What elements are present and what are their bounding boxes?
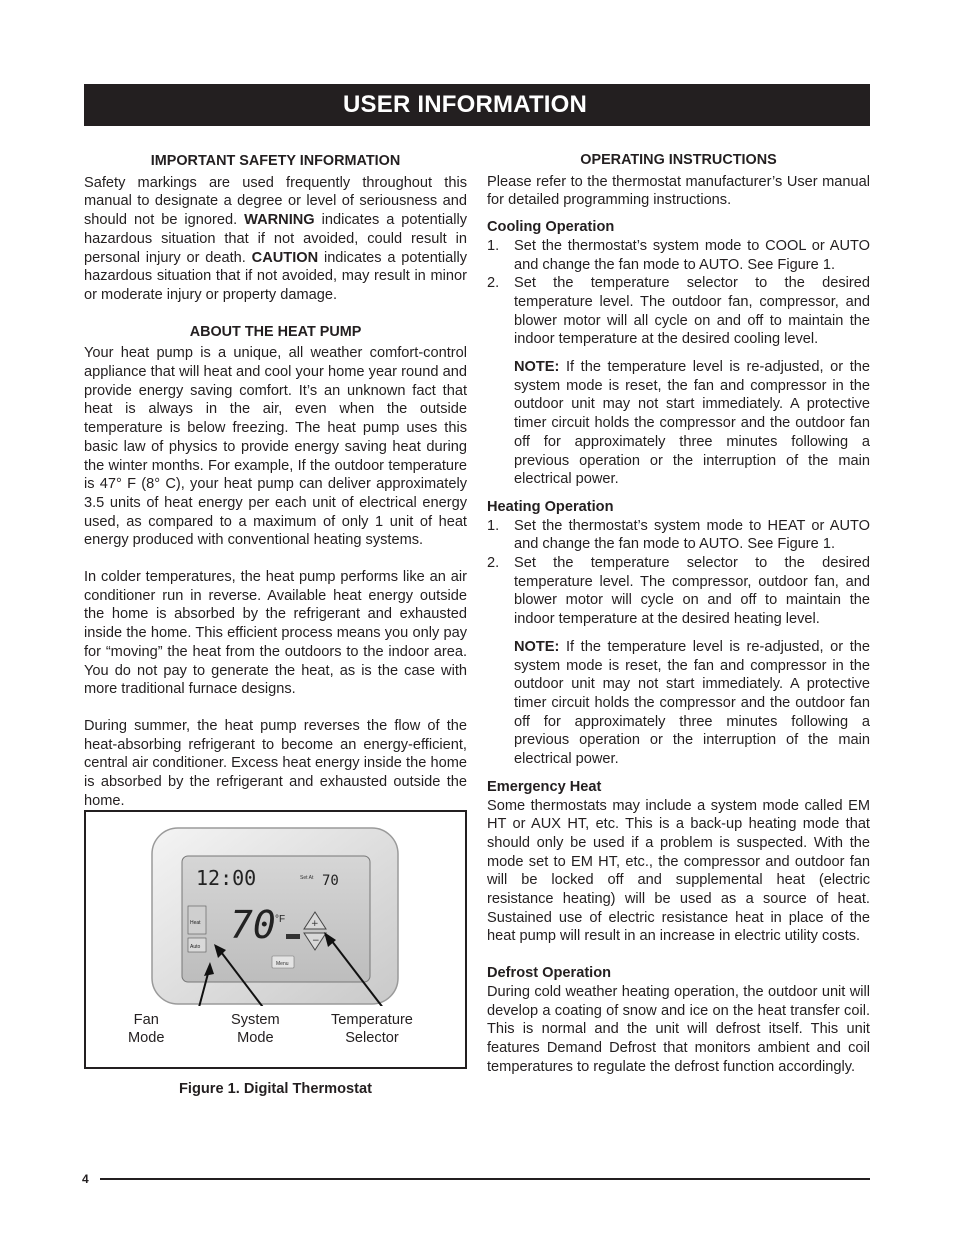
page-title: USER INFORMATION bbox=[343, 91, 588, 118]
emergency-heading: Emergency Heat bbox=[487, 778, 602, 795]
operating-heading: OPERATING INSTRUCTIONS bbox=[580, 152, 777, 168]
cooling-steps bbox=[487, 237, 870, 489]
safety-text-2: indicates a potentially hazardous situation that if not avoided, could result in personal injury or death. bbox=[84, 212, 467, 266]
page-number: 4 bbox=[82, 1172, 89, 1186]
display-temperature: 70 bbox=[230, 903, 276, 947]
cooling-heading: Cooling Operation bbox=[487, 219, 615, 236]
fan-mode-label bbox=[128, 1011, 165, 1047]
display-unit: °F bbox=[275, 914, 286, 925]
list-item bbox=[487, 237, 870, 274]
note-text: If the temperature level is re-adjusted, or the system mode is reset, the fan and compressor in the outdoor unit may not start immediately. A protective timer circuit holds the compressor and the outdoor fan off for approximately three minutes following a previous operation or the interruption of the main electrical power. bbox=[514, 359, 870, 488]
list-item bbox=[487, 274, 870, 349]
temperature-selector-label bbox=[331, 1011, 413, 1047]
system-mode-label-text: System Mode bbox=[231, 1012, 280, 1046]
note-text: If the temperature level is re-adjusted, or the system mode is reset, the fan and compressor in the outdoor unit may not start immediately. A protective timer circuit holds the compressor and the outdoor fan off for approximately three minutes following a previous operation or the interruption of the main electrical power. bbox=[514, 638, 870, 768]
fan-mode-label-text: Fan Mode bbox=[128, 1012, 165, 1046]
step-text: Set the temperature selector to the desired temperature level. The outdoor fan, compressor, and blower motor will all cycle on and off to maintain the indoor temperature at the desired cooling level. bbox=[514, 275, 870, 348]
step-text: Set the temperature selector to the desired temperature level. The compressor, outdoor fan, and blower motor will cycle on and off to maintain the indoor temperature at the desired heating level. bbox=[514, 555, 870, 628]
footer-rule bbox=[100, 1178, 870, 1180]
thermostat-illustration bbox=[150, 826, 400, 1006]
list-item bbox=[487, 517, 870, 554]
about-paragraph-1: Your heat pump is a unique, all weather comfort-control appliance that will heat and cool your home year round and provide energy saving comfort. It’s an unknown fact that heat is always in the air, even when the outside temperature is below freezing. The heat pump uses this basic law of physics to provide energy saving heat during the winter months. For example, If the outdoor temperature is 47° F (8° C), your heat pump can deliver approximately 3.5 units of heat energy per each unit of electrical energy used, as compared to a maximum of only 1 unit of heat energy produced with conventional heating systems. bbox=[84, 345, 467, 549]
step-text: Set the thermostat’s system mode to HEAT or AUTO and change the fan mode to AUTO. See Figure 1. bbox=[514, 517, 870, 553]
display-heat-label: Heat bbox=[190, 920, 201, 926]
operating-intro: Please refer to the thermostat manufacturer’s User manual for detailed programming instructions. bbox=[487, 173, 870, 209]
right-column bbox=[487, 148, 870, 1094]
about-paragraph-2: In colder temperatures, the heat pump performs like an air conditioner run in reverse. Available heat energy outside the home is absorbed by the refrigerant and exhausted inside the home. This efficient process means you only pay for “moving” the heat from the outdoors to the indoor area. You do not pay to generate the heat, as is the case with more traditional furnace designs. bbox=[84, 569, 467, 698]
display-time: 12:00 bbox=[196, 866, 257, 890]
figure-caption: Figure 1. Digital Thermostat bbox=[179, 1081, 372, 1097]
step-number: 1. bbox=[487, 237, 500, 254]
safety-heading: IMPORTANT SAFETY INFORMATION bbox=[150, 153, 401, 169]
step-text: Set the thermostat’s system mode to COOL or AUTO and change the fan mode to AUTO. See Figure 1. bbox=[514, 237, 870, 273]
system-mode-label bbox=[231, 1011, 280, 1047]
heating-heading: Heating Operation bbox=[487, 498, 614, 515]
cooling-note bbox=[514, 358, 870, 489]
safety-paragraph bbox=[84, 174, 467, 305]
display-setat-value: 70 bbox=[322, 873, 339, 889]
menu-label: Menu bbox=[276, 961, 289, 967]
heating-note bbox=[514, 638, 870, 769]
display-setat-label: Set At bbox=[300, 875, 314, 881]
note-label: NOTE: bbox=[514, 359, 560, 376]
emergency-text: Some thermostats may include a system mode called EM HT or AUX HT, etc. This is a back-up heating mode that should only be used if a problem is suspected. With the mode set to EM HT, etc., the compressor and outdoor fan will be locked off and supplemental heat (electric resistance heating) will be used as a source of heat. Sustained use of electric resistance heat in place of the heat pump will result in an increase in electric utility costs. bbox=[487, 797, 870, 945]
list-item bbox=[487, 554, 870, 629]
warning-word: WARNING bbox=[244, 212, 315, 229]
left-column bbox=[84, 148, 467, 829]
defrost-text: During cold weather heating operation, the outdoor unit will develop a coating of snow and ice on the heat transfer coil. This is normal and the unit will defrost itself. This unit features Demand Defrost that monitors ambient and coil temperatures to regulate the defrost function accordingly. bbox=[487, 983, 870, 1075]
about-heading: ABOUT THE HEAT PUMP bbox=[189, 323, 362, 340]
note-label: NOTE: bbox=[514, 638, 560, 655]
heating-steps bbox=[487, 517, 870, 769]
step-number: 2. bbox=[487, 275, 500, 292]
caution-word: CAUTION bbox=[251, 249, 319, 266]
about-paragraph-3: During summer, the heat pump reverses the flow of the heat-absorbing refrigerant to become an energy-efficient, central air conditioner. Excess heat energy inside the home is absorbed by the refrigerant and exhausted outside the home. bbox=[84, 717, 467, 809]
display-auto-label: Auto bbox=[190, 944, 201, 950]
step-number: 1. bbox=[487, 517, 500, 534]
title-banner bbox=[84, 84, 870, 126]
display-battery bbox=[286, 934, 300, 939]
step-number: 2. bbox=[487, 555, 500, 572]
safety-text-1: Safety markings are used frequently throughout this manual to designate a degree or level of seriousness and should not be ignored. bbox=[84, 174, 467, 229]
thermostat-figure bbox=[84, 810, 467, 1069]
minus-glyph: − bbox=[312, 936, 320, 946]
defrost-heading: Defrost Operation bbox=[487, 965, 612, 982]
plus-glyph: + bbox=[311, 919, 319, 929]
safety-text-3: indicates a potentially hazardous situation that if not avoided, may result in minor or moderate injury or property damage. bbox=[84, 249, 468, 303]
temperature-selector-label-text: Temperature Selector bbox=[331, 1012, 413, 1046]
